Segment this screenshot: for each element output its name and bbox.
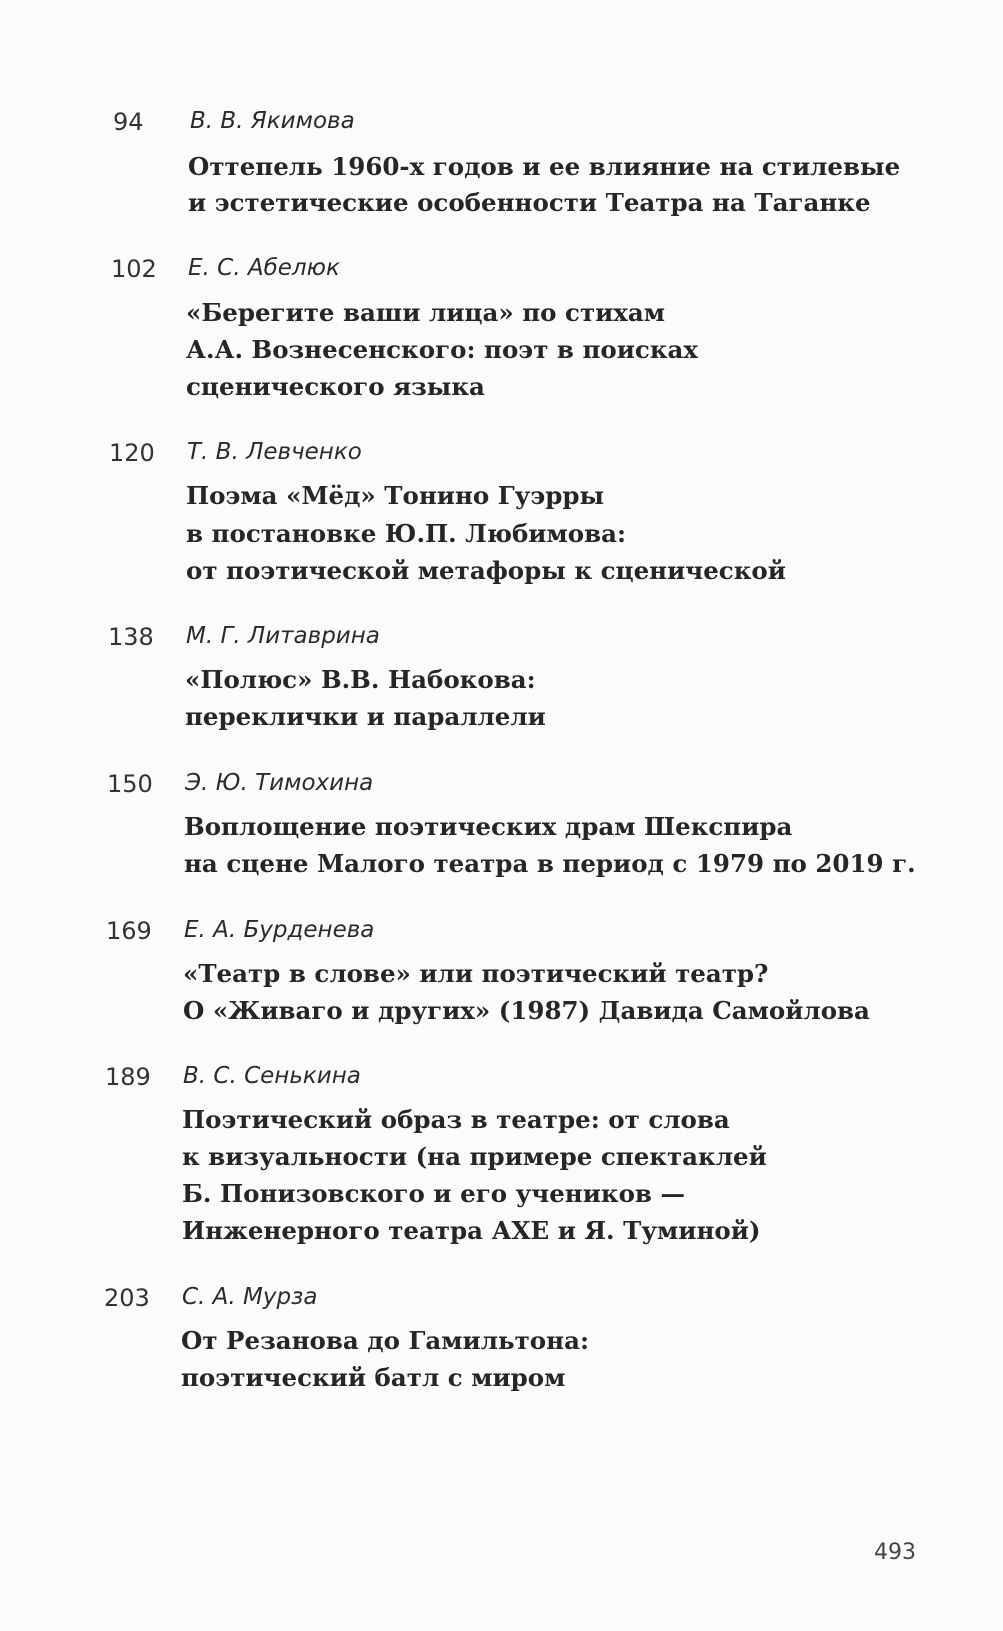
entry-author: В. В. Якимова [190, 108, 355, 134]
entry-title-line: Б. Понизовского и его учеников — [182, 1179, 685, 1208]
entry-author: М. Г. Литаврина [186, 623, 380, 649]
entry-page-number: 138 [108, 623, 154, 651]
entry-title-line: сценического языка [186, 372, 485, 401]
entry-page-number: 203 [104, 1284, 150, 1312]
entry-title-line: от поэтической метафоры к сценической [186, 556, 786, 585]
entry-author: В. С. Сенькина [183, 1063, 361, 1089]
entry-title-line: на сцене Малого театра в период с 1979 по 2019 г. [184, 849, 916, 878]
entry-title-line: поэтический батл с миром [181, 1363, 566, 1392]
entry-title-line: Поэтический образ в театре: от слова [182, 1105, 730, 1134]
entry-title-line: Оттепель 1960-х годов и ее влияние на стилевые [188, 152, 901, 181]
entry-title-line: Поэма «Мёд» Тонино Гуэрры [186, 481, 605, 510]
folio-page-number: 493 [874, 1540, 916, 1565]
entry-title-line: к визуальности (на примере спектаклей [182, 1142, 767, 1171]
entry-title-line: А.А. Вознесенского: поэт в поисках [186, 335, 699, 364]
entry-author: Э. Ю. Тимохина [185, 770, 374, 796]
entry-page-number: 169 [106, 917, 152, 945]
entry-title-line: «Полюс» В.В. Набокова: [185, 665, 536, 694]
entry-title-line: «Театр в слове» или поэтический театр? [183, 959, 769, 988]
entry-page-number: 150 [107, 770, 153, 798]
entry-page-number: 189 [105, 1063, 151, 1091]
entry-title-line: Воплощение поэтических драм Шекспира [184, 812, 793, 841]
entry-title-line: От Резанова до Гамильтона: [181, 1326, 589, 1355]
entry-title-line: «Берегите ваши лица» по стихам [186, 298, 666, 327]
entry-title-line: Инженерного театра АХЕ и Я. Туминой) [182, 1216, 761, 1245]
entry-author: С. А. Мурза [182, 1284, 318, 1310]
entry-author: Е. С. Абелюк [188, 255, 340, 281]
entry-title-line: и эстетические особенности Театра на Таганке [188, 188, 871, 217]
entry-page-number: 120 [109, 439, 155, 467]
entry-author: Е. А. Бурденева [184, 917, 375, 943]
entry-page-number: 102 [111, 255, 157, 283]
entry-author: Т. В. Левченко [187, 439, 362, 465]
entry-page-number: 94 [113, 108, 144, 136]
entry-title-line: в постановке Ю.П. Любимова: [186, 519, 627, 548]
entry-title-line: О «Живаго и других» (1987) Давида Самойлова [183, 996, 870, 1025]
entry-title-line: переклички и параллели [185, 702, 546, 731]
